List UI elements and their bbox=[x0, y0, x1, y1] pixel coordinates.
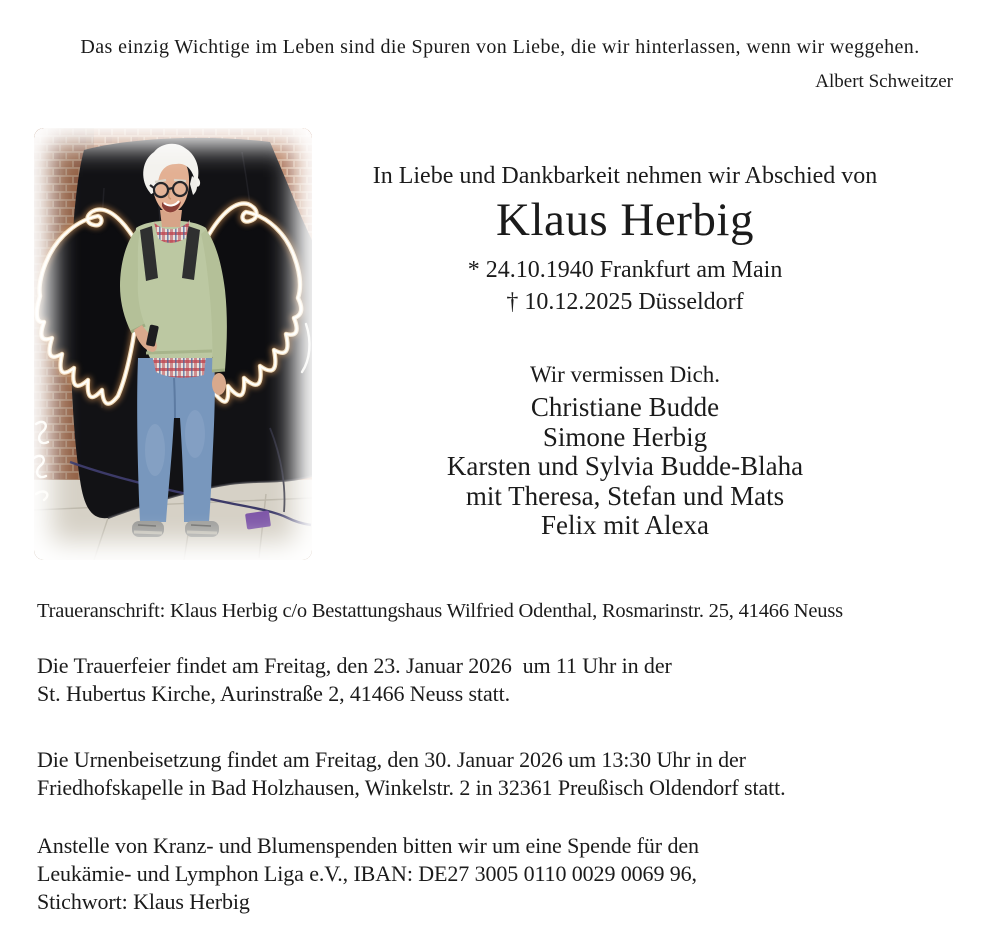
intro-line: In Liebe und Dankbarkeit nehmen wir Abschied von bbox=[372, 163, 878, 189]
donation-line: Leukämie- und Lymphon Liga e.V., IBAN: DE27 3005 0110 0029 0069 96, bbox=[37, 861, 697, 886]
funeral-line: St. Hubertus Kirche, Aurinstraße 2, 41466 Neuss statt. bbox=[37, 681, 511, 706]
memorial-photo bbox=[34, 128, 312, 560]
death-line: † 10.12.2025 Düsseldorf bbox=[506, 289, 744, 315]
mourner-line: Simone Herbig bbox=[542, 421, 708, 452]
funeral-line: Die Trauerfeier findet am Freitag, den 23. Januar 2026 um 11 Uhr in der bbox=[37, 653, 672, 678]
mourner-line: mit Theresa, Stefan und Mats bbox=[465, 480, 785, 511]
mourner-line: Karsten und Sylvia Budde-Blaha bbox=[446, 451, 804, 481]
cable-adapter bbox=[245, 510, 271, 529]
memorial-photo-illustration bbox=[34, 128, 312, 560]
donation-line: Stichwort: Klaus Herbig bbox=[37, 889, 250, 914]
deceased-name: Klaus Herbig bbox=[496, 194, 754, 246]
mourners-list bbox=[330, 393, 920, 541]
burial-line: Die Urnenbeisetzung findet am Freitag, den 30. Januar 2026 um 13:30 Uhr in der bbox=[37, 747, 746, 772]
right-hand bbox=[212, 373, 226, 395]
quote-author: Albert Schweitzer bbox=[815, 71, 953, 92]
birth-line: * 24.10.1940 Frankfurt am Main bbox=[467, 257, 783, 283]
farewell-line: Wir vermissen Dich. bbox=[529, 362, 721, 387]
mourner-line: Christiane Budde bbox=[530, 392, 720, 422]
mourning-address: Traueranschrift: Klaus Herbig c/o Bestattungshaus Wilfried Odenthal, Rosmarinstr. 25, 41466 Neuss bbox=[37, 600, 843, 622]
donation-line: Anstelle von Kranz- und Blumenspenden bitten wir um eine Spende für den bbox=[37, 833, 699, 858]
quote-text: Das einzig Wichtige im Leben sind die Spuren von Liebe, die wir hinterlassen, wenn wir weggehen. bbox=[80, 36, 920, 58]
burial-paragraph bbox=[37, 746, 786, 802]
funeral-service-paragraph bbox=[37, 652, 672, 708]
mourner-line: Felix mit Alexa bbox=[541, 510, 709, 540]
burial-line: Friedhofskapelle in Bad Holzhausen, Winkelstr. 2 in 32361 Preußisch Oldendorf statt. bbox=[37, 775, 786, 800]
donation-paragraph bbox=[37, 832, 699, 916]
